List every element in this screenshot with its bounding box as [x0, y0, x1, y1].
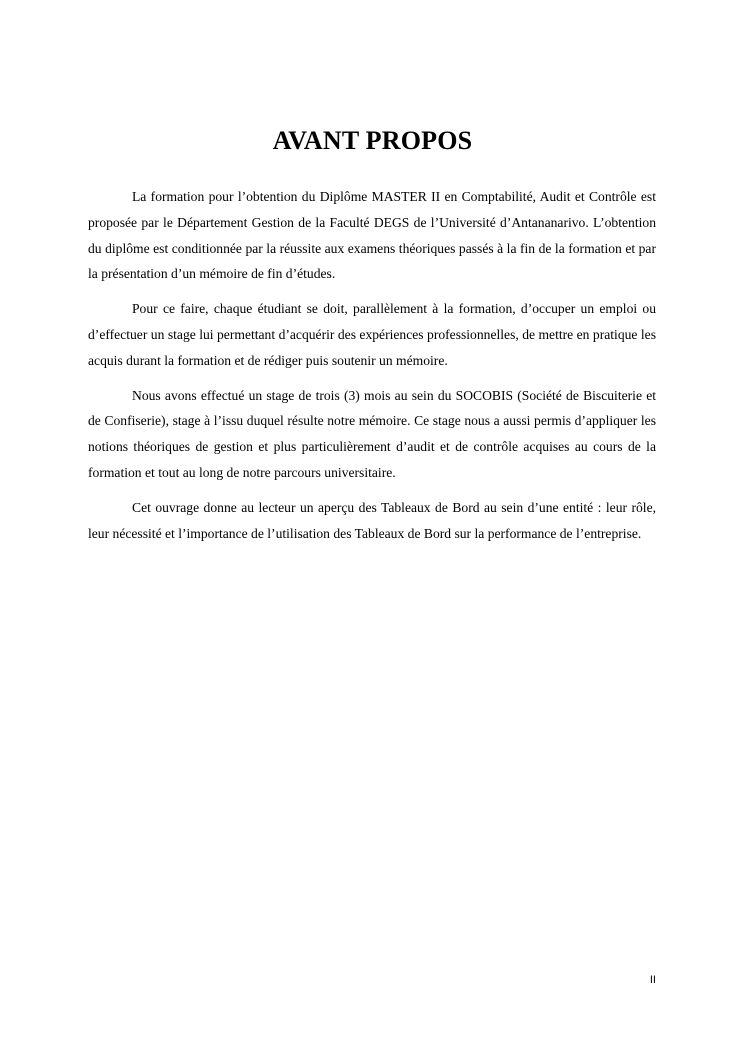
page-title: AVANT PROPOS — [272, 126, 473, 155]
page-number: II — [649, 974, 656, 986]
paragraph-3: Nous avons effectué un stage de trois (3) mois au sein du SOCOBIS (Société de Biscuiterie et de Confiserie), stage à l’issu duquel résulte notre mémoire. Ce stage nous a aussi permis d’appliquer les notions théoriques de gestion et plus particulièrement d’audit et de contrôle acquises au cours de la formation et tout au long de notre parcours universitaire. — [88, 387, 656, 480]
paragraph-1: La formation pour l’obtention du Diplôme MASTER II en Comptabilité, Audit et Contrôle est proposée par le Département Gestion de la Faculté DEGS de l’Université d’Antananarivo. L’obtention du diplôme est conditionnée par la réussite aux examens théoriques passés à la fin de la formation et par la présentation d’un mémoire de fin d’études. — [88, 189, 656, 282]
paragraph-2: Pour ce faire, chaque étudiant se doit, parallèlement à la formation, d’occuper un emploi ou d’effectuer un stage lui permettant d’acquérir des expériences professionnelles, de mettre en pratique les acquis durant la formation et de rédiger puis soutenir un mémoire. — [88, 301, 656, 368]
paragraph-4: Cet ouvrage donne au lecteur un aperçu des Tableaux de Bord au sein d’une entité : leur rôle, leur nécessité et l’importance de l’utilisation des Tableaux de Bord sur la performance de l’entreprise. — [88, 499, 656, 541]
body-text — [88, 184, 656, 555]
